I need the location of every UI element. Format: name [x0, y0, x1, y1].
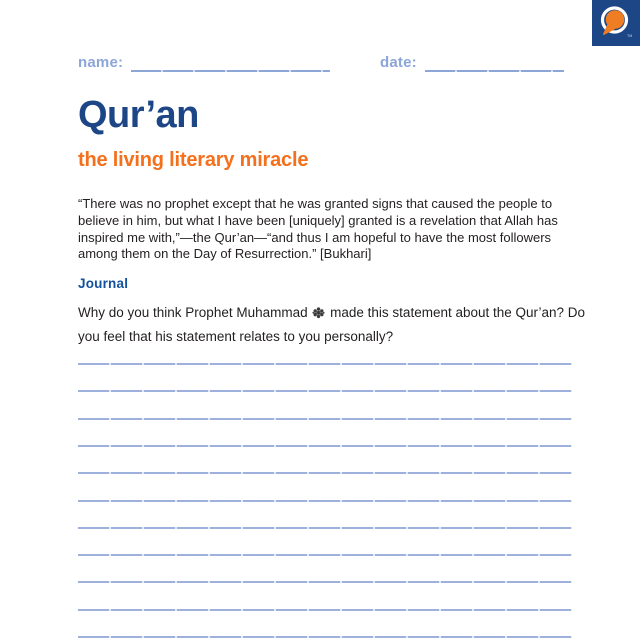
writing-line-6[interactable] — [78, 500, 572, 502]
writing-line-3[interactable] — [78, 418, 572, 420]
writing-lines — [78, 363, 572, 640]
sallallahu-alayhi-wa-sallam-icon — [312, 304, 325, 326]
writing-line-11[interactable] — [78, 636, 572, 638]
page-title: Qur’an — [78, 94, 199, 136]
writing-line-4[interactable] — [78, 445, 572, 447]
name-label: name: — [78, 54, 124, 71]
writing-line-1[interactable] — [78, 363, 572, 365]
page-subtitle: the living literary miracle — [78, 149, 309, 171]
header-fields — [78, 52, 564, 72]
journal-question-text-before: Why do you think Prophet Muhammad — [78, 305, 308, 320]
writing-line-10[interactable] — [78, 609, 572, 611]
name-input-line[interactable] — [131, 58, 330, 72]
writing-line-2[interactable] — [78, 390, 572, 392]
q-speech-bubble-icon — [592, 0, 640, 46]
brand-logo — [592, 0, 640, 46]
writing-line-7[interactable] — [78, 527, 572, 529]
journal-heading: Journal — [78, 276, 129, 291]
journal-question — [78, 302, 590, 348]
name-field — [78, 52, 330, 72]
writing-line-8[interactable] — [78, 554, 572, 556]
date-field — [380, 52, 564, 72]
trademark-mark: TM — [627, 34, 633, 38]
date-label: date: — [380, 54, 417, 71]
hadith-quote: “There was no prophet except that he was granted signs that caused the people to believe in him, but what I have been [uniquely] granted is a revelation that Allah has inspired me with,”—the Qur’an—“and thus I am hopeful to have the most followers among them on the Day of Resurrection.” [Bukhari] — [78, 196, 558, 262]
journal-question-text-after: made this statement about the Qur’an? Do you feel that his statement relates to you personally? — [78, 305, 586, 344]
writing-line-5[interactable] — [78, 472, 572, 474]
date-input-line[interactable] — [425, 58, 564, 72]
writing-line-9[interactable] — [78, 581, 572, 583]
